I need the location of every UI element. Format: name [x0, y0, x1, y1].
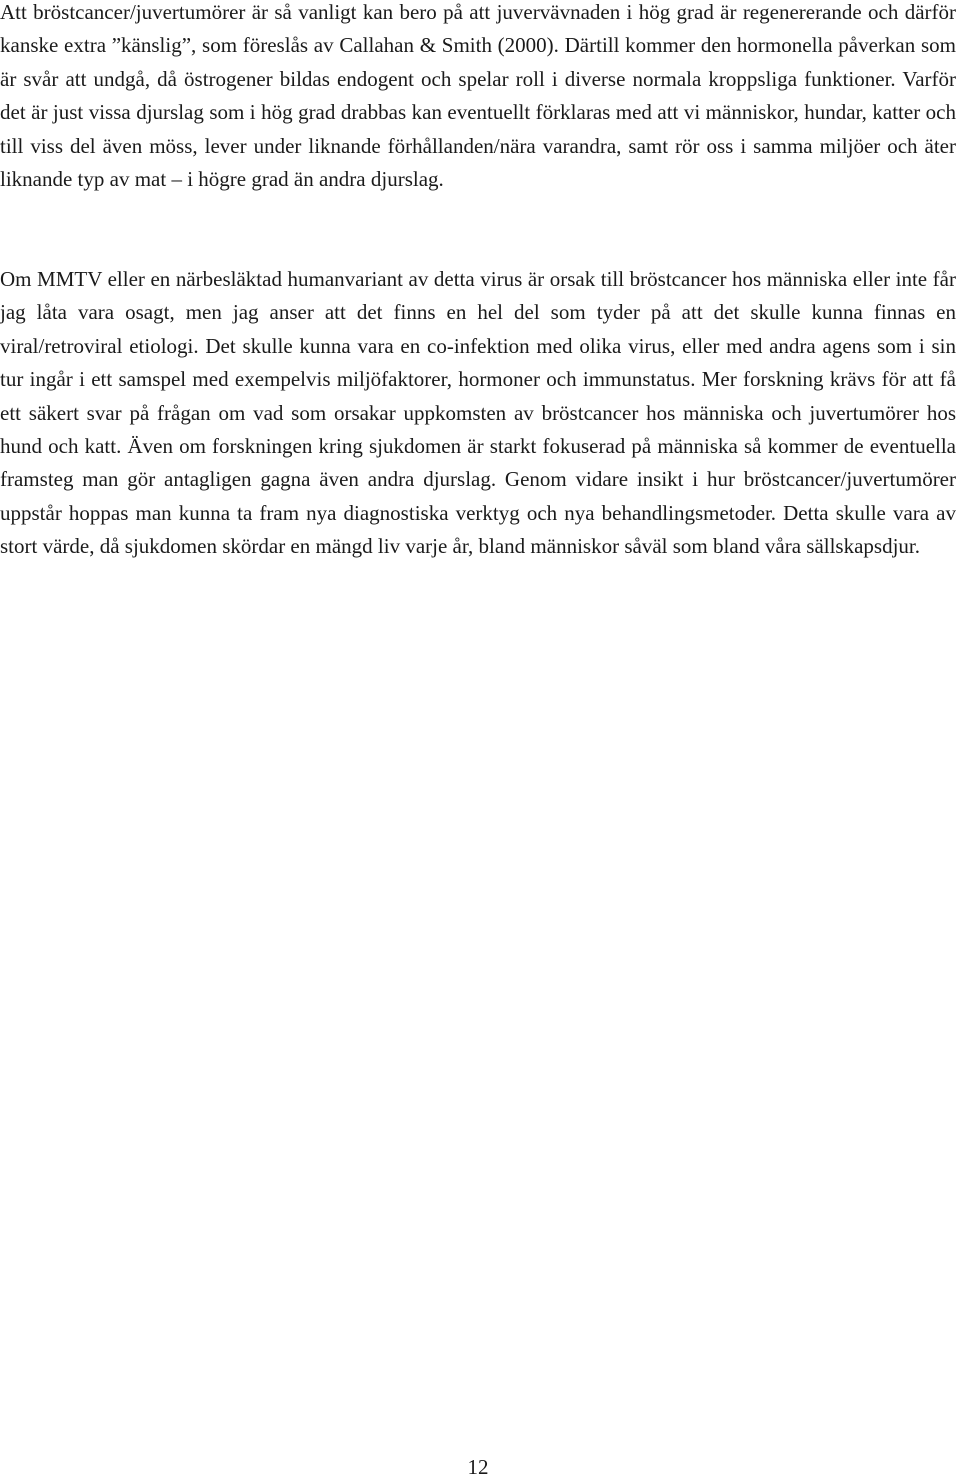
paragraph-viral-etiology: Om MMTV eller en närbesläktad humanvariant av detta virus är orsak till bröstcancer hos människa eller inte får jag låta vara osagt, men jag anser att det finns en hel del som tyder på att det skulle kunna finnas en viral/retroviral etiologi. Det skulle kunna vara en co-infektion med olika virus, eller med andra agens som i sin tur ingår i ett samspel med exempelvis miljöfaktorer, hormoner och immunstatus. Mer forskning krävs för att få ett säkert svar på frågan om vad som orsakar uppkomsten av bröstcancer hos människa och juvertumörer hos hund och katt. Även om forskningen kring sjukdomen är starkt fokuserad på människa så kommer de eventuella framsteg man gör antagligen gagna även andra djurslag. Genom vidare insikt i hur bröstcancer/juvertumörer uppstår hoppas man kunna ta fram nya diagnostiska verktyg och nya behandlingsmetoder. Detta skulle vara av stort värde, då sjukdomen skördar en mängd liv varje år, bland människor såväl som bland våra sällskapsdjur. — [0, 267, 956, 559]
paragraph-hormonal-factors: Att bröstcancer/juvertumörer är så vanligt kan bero på att juvervävnaden i hög grad är regenererande och därför kanske extra ”känslig”, som föreslås av Callahan & Smith (2000). Därtill kommer den hormonella påverkan som är svår att undgå, då östrogener bildas endogent och spelar roll i diverse normala kroppsliga funktioner. Varför det är just vissa djurslag som i hög grad drabbas kan eventuellt förklaras med att vi människor, hundar, katter och till viss del även möss, lever under liknande förhållanden/nära varandra, samt rör oss i samma miljöer och äter liknande typ av mat – i högre grad än andra djurslag. — [0, 0, 956, 192]
page-number: 12 — [467, 1455, 489, 1479]
